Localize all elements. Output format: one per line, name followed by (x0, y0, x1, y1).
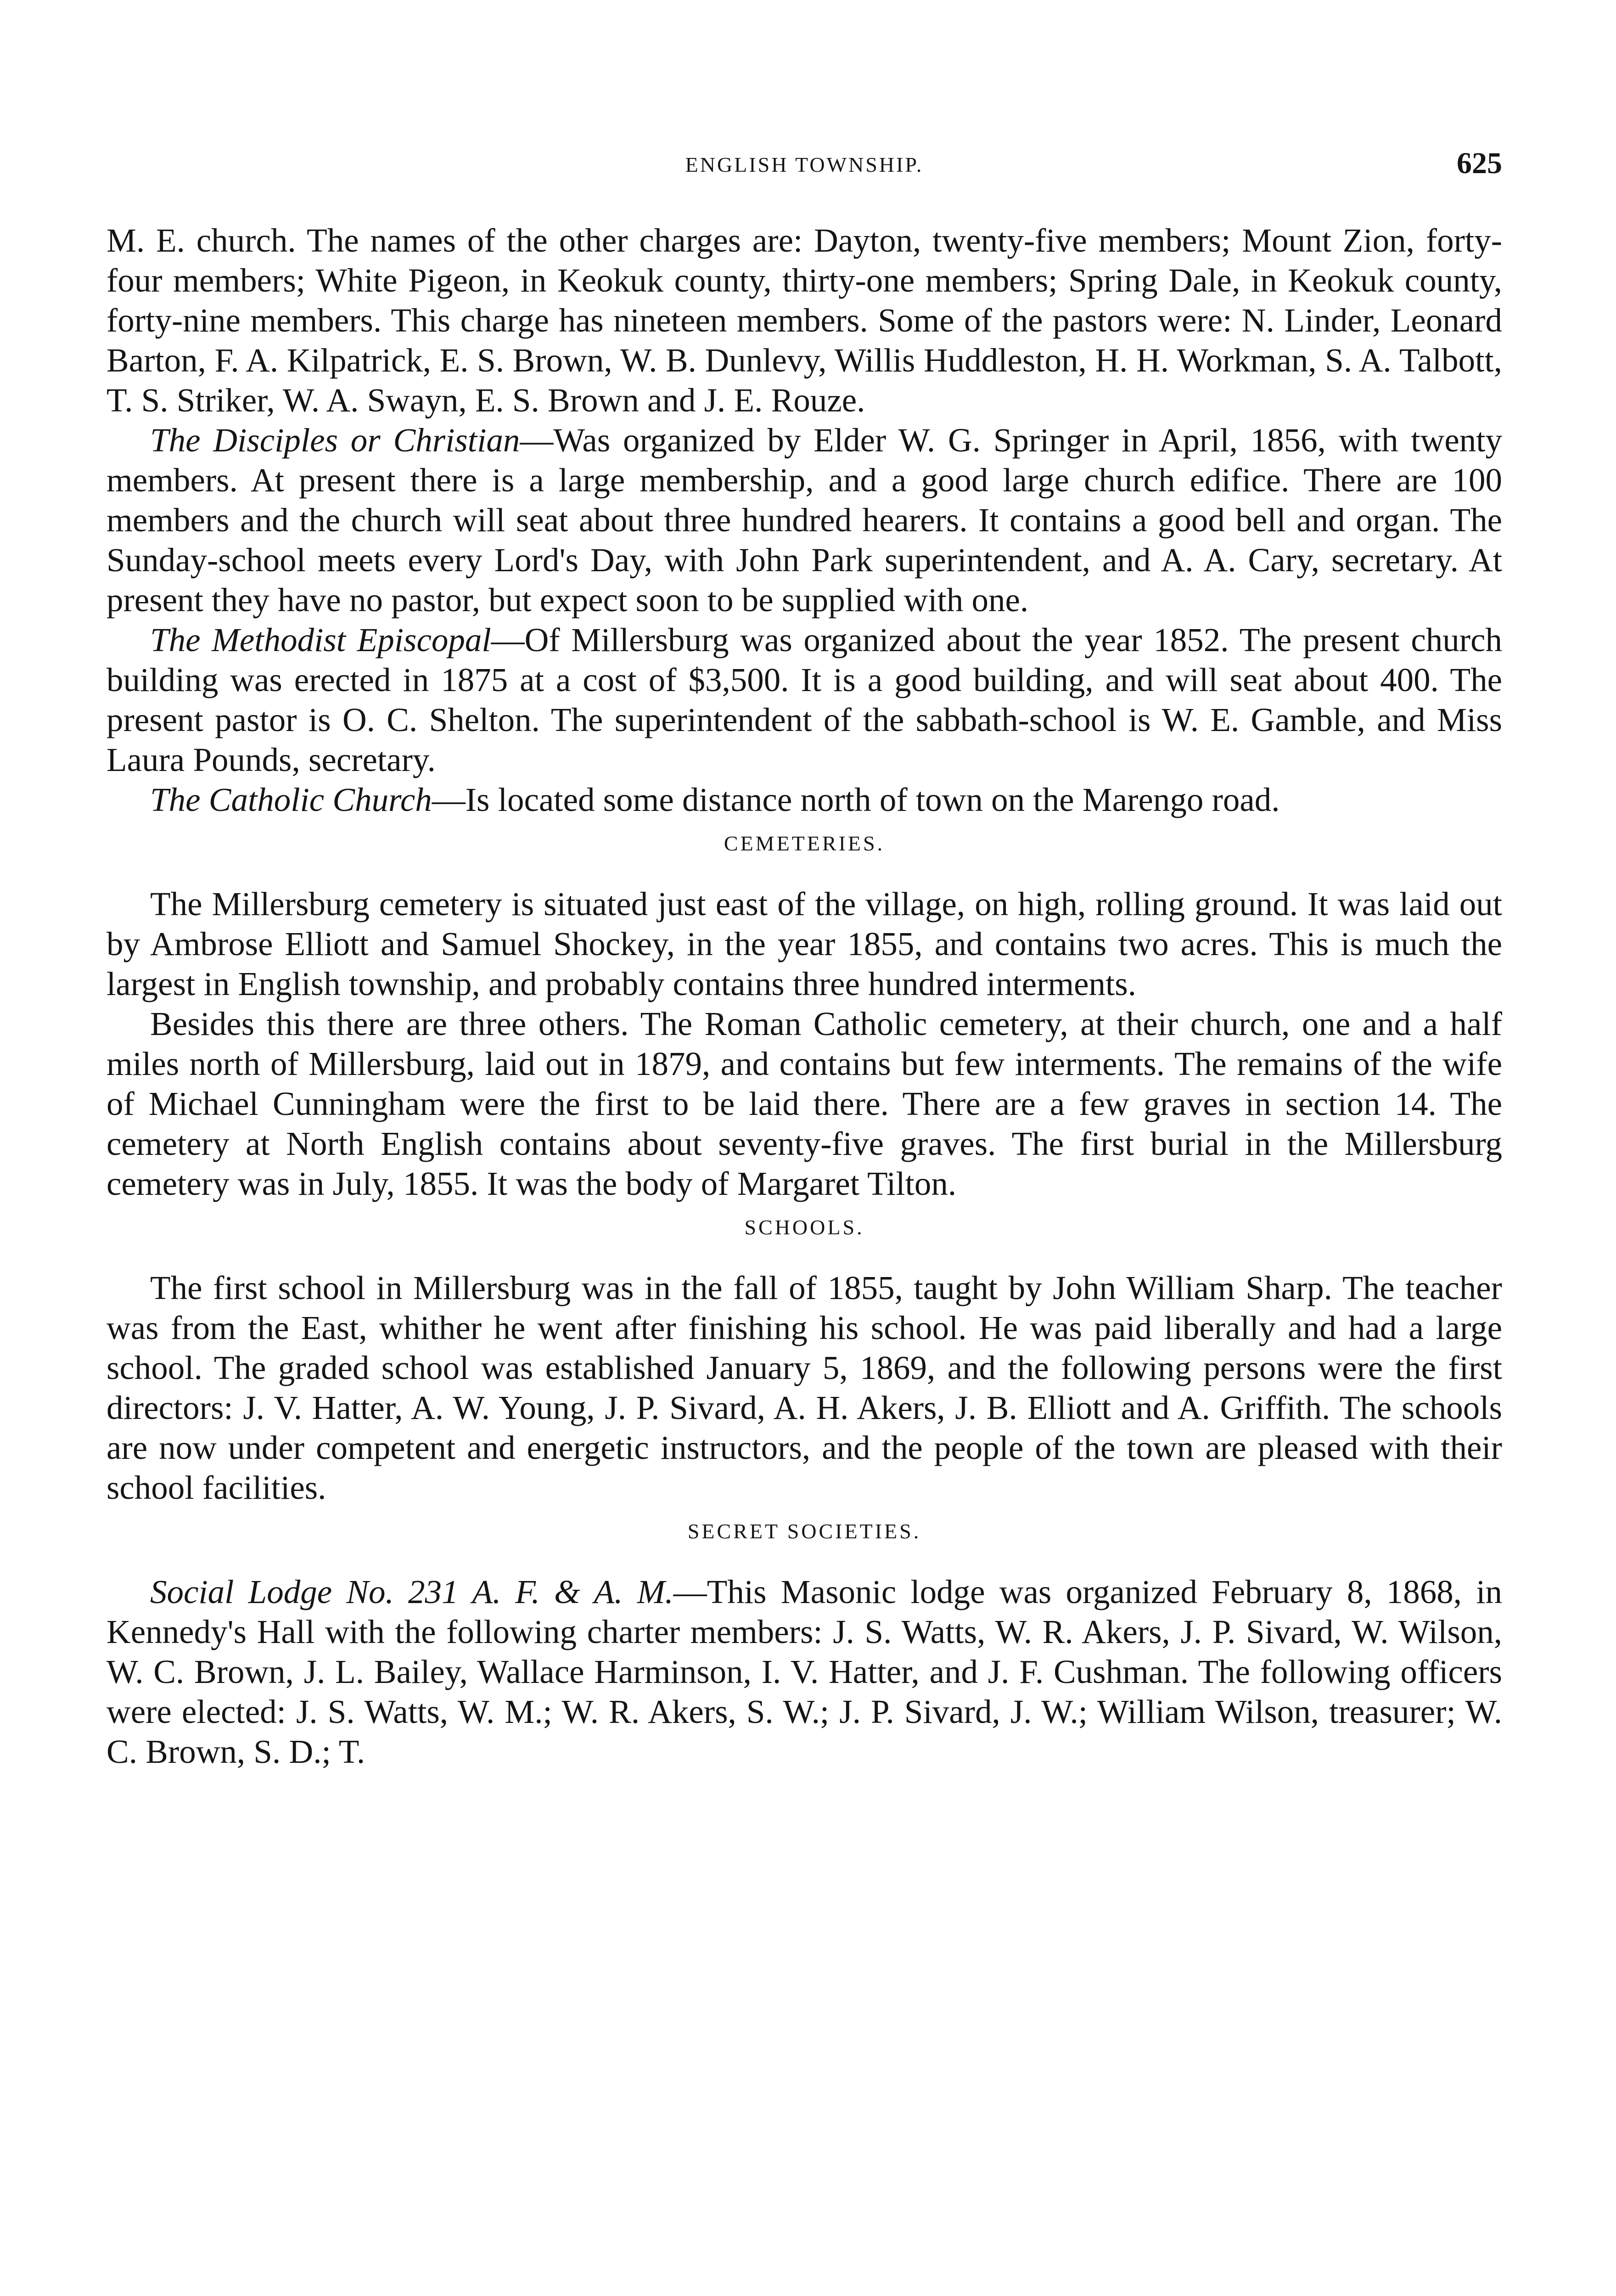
paragraph-text: —This Masonic lodge was organized February 8, 1868, in Kennedy's Hall with the following charter members: J. S. Watts, W. R. Akers, J. P. Sivard, W. Wilson, W. C. Brown, J. L. Bailey, Wallace Harminson, I. V. Hatter, and J. F. Cushman. The following officers were elected: J. S. Watts, W. M.; W. R. Akers, S. W.; J. P. Sivard, J. W.; William Wilson, treasurer; W. C. Brown, S. D.; T. (107, 1573, 1502, 1770)
body-text (107, 220, 1502, 1772)
paragraph-catholic-church (107, 780, 1502, 820)
paragraph-methodist-charges (107, 220, 1502, 420)
page-number: 625 (1457, 146, 1502, 180)
running-header (107, 146, 1502, 183)
paragraph-text: —Is located some distance north of town on the Marengo road. (432, 781, 1280, 818)
paragraph-text: —Of Millersburg was organized about the year 1852. The present church building was erected in 1875 at a cost of $3,500. It is a good building, and will seat about 400. The present pastor is O. C. Shelton. The superintendent of the sabbath-school is W. E. Gamble, and Miss Laura Pounds, secretary. (107, 621, 1502, 778)
paragraph-text: M. E. church. The names of the other charges are: Dayton, twenty-five members; Mount Zion, forty-four members; White Pigeon, in Keokuk county, thirty-one members; Spring Dale, in Keokuk county, forty-nine members. This charge has nineteen members. Some of the pastors were: N. Linder, Leonard Barton, F. A. Kilpatrick, E. S. Brown, W. B. Dunlevy, Willis Huddleston, H. H. Workman, S. A. Talbott, T. S. Striker, W. A. Swayn, E. S. Brown and J. E. Rouze. (107, 222, 1502, 419)
paragraph-lead: The Catholic Church (150, 781, 432, 818)
paragraph-masonic-lodge (107, 1572, 1502, 1772)
paragraph-lead: The Disciples or Christian (150, 422, 520, 459)
paragraph-first-school: The first school in Millersburg was in the fall of 1855, taught by John William Sharp. The teacher was from the East, whither he went after finishing his school. He was paid liberally and had a large school. The graded school was established January 5, 1869, and the following persons were the first directors: J. V. Hatter, A. W. Young, J. P. Sivard, A. H. Akers, J. B. Elliott and A. Griffith. The schools are now under competent and energetic instructors, and the people of the town are pleased with their school facilities. (107, 1269, 1502, 1506)
paragraph-lead: The Methodist Episcopal (150, 621, 491, 658)
section-heading-schools: SCHOOLS. (744, 1216, 864, 1239)
section-heading-cemeteries: CEMETERIES. (724, 832, 885, 855)
paragraph-millersburg-cemetery: The Millersburg cemetery is situated just east of the village, on high, rolling ground. It was laid out by Ambrose Elliott and Samuel Shockey, in the year 1855, and contains two acres. This is much the largest in English township, and probably contains three hundred interments. (107, 885, 1502, 1002)
paragraph-text: —Was organized by Elder W. G. Springer in April, 1856, with twenty members. At present there is a large membership, and a good large church edifice. There are 100 members and the church will seat about three hundred hearers. It contains a good bell and organ. The Sunday-school meets every Lord's Day, with John Park superintendent, and A. A. Cary, secretary. At present they have no pastor, but expect soon to be supplied with one. (107, 422, 1502, 619)
section-heading-secret-societies: SECRET SOCIETIES. (687, 1519, 921, 1543)
running-title: ENGLISH TOWNSHIP. (685, 153, 924, 176)
paragraph-other-cemeteries: Besides this there are three others. The Roman Catholic cemetery, at their church, one and a half miles north of Millersburg, laid out in 1879, and contains but few interments. The remains of the wife of Michael Cunningham were the first to be laid there. There are a few graves in section 14. The cemetery at North English contains about seventy-five graves. The first burial in the Millersburg cemetery was in July, 1855. It was the body of Margaret Tilton. (107, 1005, 1502, 1202)
paragraph-lead: Social Lodge No. 231 A. F. & A. M. (150, 1573, 673, 1610)
paragraph-methodist-episcopal (107, 620, 1502, 780)
paragraph-disciples (107, 420, 1502, 620)
